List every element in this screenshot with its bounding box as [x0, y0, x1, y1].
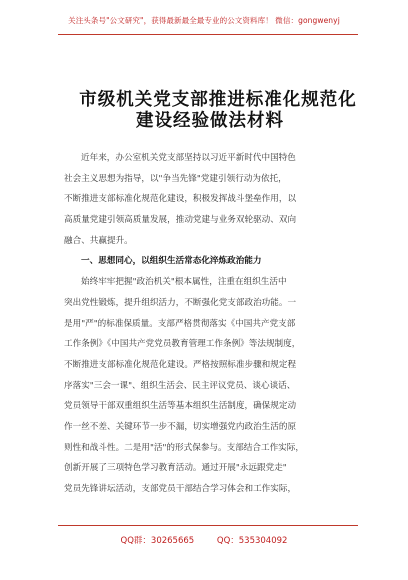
- header-notice: 关注头条号"公文研究"，获得最新最全最专业的公文资料库！ 微信：gongwenyj: [68, 16, 340, 25]
- paragraph-line: 高质量党建引领高质量发展，推动党建与业务双轮驱动、双向: [64, 215, 297, 226]
- paragraph-line: 则性和战斗性。二是用"活"的形式保参与。支部结合工作实际，: [64, 442, 304, 453]
- page-header: [0, 0, 408, 46]
- paragraph-line: 创新开展了三项特色学习教育活动。通过开展"永远跟党走": [64, 463, 287, 474]
- document-title-line1: 市级机关党支部推进标准化规范化: [79, 90, 357, 110]
- page-footer: [0, 534, 408, 546]
- paragraph-line: 突出党性锻炼，提升组织活力，不断强化党支部政治功能。一: [64, 297, 297, 308]
- paragraph-line: 不断推进支部标准化规范化建设。严格按照标准步骤和规定程: [64, 359, 297, 370]
- document-title-line2: 建设经验做法材料: [136, 111, 284, 131]
- paragraph-line: 融合、共赢提升。: [64, 235, 133, 246]
- header-divider: [58, 34, 358, 35]
- paragraph-line: 社会主义思想为指导，以"争当先锋"党建引领行动为依托，: [64, 173, 287, 184]
- paragraph-line: 不断推进支部标准化规范化建设，积极发挥战斗堡垒作用，以: [64, 194, 297, 205]
- paragraph-line: 党员先锋讲坛活动，支部党员干部结合学习体会和工作实际，: [64, 484, 297, 494]
- paragraph-line: 作一丝不差、关键环节一步不漏，切实增强党内政治生活的原: [64, 421, 297, 432]
- paragraph-line: 工作条例》《中国共产党党员教育管理工作条例》等法规制度，: [64, 339, 301, 350]
- document-body: [64, 148, 356, 500]
- paragraph-line: 序落实"三会一课"、组织生活会、民主评议党员、谈心谈话、: [64, 380, 296, 391]
- footer-qq-group: QQ群：30265665: [120, 536, 195, 546]
- paragraph-line: 始终牢牢把握"政治机关"根本属性，注重在组织生活中: [81, 277, 287, 288]
- section-heading: 一、思想同心，以组织生活常态化淬炼政治能力: [81, 256, 262, 267]
- paragraph-line: 党员领导干部双重组织生活等基本组织生活制度，确保规定动: [64, 401, 297, 412]
- paragraph-line: 是用"严"的标准保质量。支部严格贯彻落实《中国共产党支部: [64, 318, 296, 329]
- footer-qq: QQ：535304092: [216, 536, 288, 546]
- paragraph-line: 近年来，办公室机关党支部坚持以习近平新时代中国特色: [81, 153, 296, 163]
- footer-divider: [58, 525, 358, 526]
